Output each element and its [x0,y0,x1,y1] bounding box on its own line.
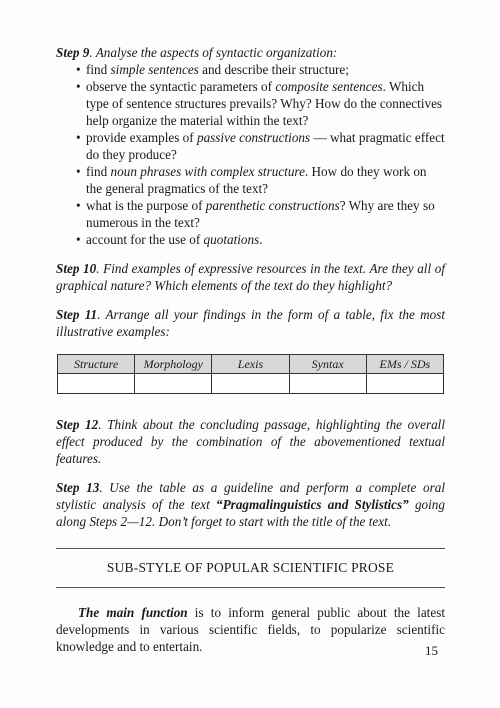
bullet-text: — what pragmatic effect do they produce? [86,130,445,162]
italic-term: simple sentences [110,62,199,77]
step-13-text-before: . Use the table as a guideline and perform a complete oral stylistic analysis of the text [56,480,445,512]
main-function-lead: The main function [78,605,188,620]
header-structure: Structure [58,355,135,374]
step-11-label: Step 11 [56,307,98,322]
table-cell [289,374,366,394]
list-item [76,231,445,248]
findings-table [57,354,444,394]
header-morphology: Morphology [135,355,212,374]
step-13 [56,479,445,530]
header-syntax: Syntax [289,355,366,374]
bullet-text: find [86,62,111,77]
step-12 [56,416,445,467]
bullet-text: . How do they work on the general pragmatics of the text? [86,164,427,196]
page-number: 15 [425,643,438,658]
main-function-paragraph [56,604,445,655]
table-cell [58,374,135,394]
bullet-text: account for the use of [86,232,204,247]
list-item [76,197,445,231]
step-11-text: . Arrange all your findings in the form of a table, fix the most illustrative examples: [56,307,445,339]
step-11 [56,306,445,340]
step-11-paragraph [56,306,445,340]
table-cell [366,374,443,394]
italic-term: composite sentences [275,79,383,94]
step-10-label: Step 10 [56,261,97,276]
step-9 [56,44,445,248]
step-9-heading [56,44,445,61]
bullet-text: find [86,164,111,179]
italic-term: passive constructions [196,130,311,145]
table-cell [135,374,212,394]
findings-table-header-row [58,355,444,374]
italic-term: quotations [203,232,260,247]
step-9-bullet-list [56,61,445,248]
header-lexis: Lexis [212,355,289,374]
bullet-text: ? Why are they so numerous in the text? [86,198,435,230]
section-divider-bottom [56,587,445,588]
list-item [76,163,445,197]
step-13-label: Step 13 [56,480,100,495]
list-item [76,61,445,78]
bullet-text: provide examples of [86,130,197,145]
table-cell [212,374,289,394]
bullet-text: . Which type of sentence structures prevails? Why? How do the connectives help organize the material within the text? [86,79,443,128]
step-13-text-title: “Pragmalinguistics and Stylistics” [216,497,409,512]
italic-term: parenthetic constructions [205,198,340,213]
step-13-paragraph [56,479,445,530]
step-9-text: . Analyse the aspects of syntactic organization: [89,45,338,60]
findings-table-empty-row [58,374,444,394]
bullet-text: observe the syntactic parameters of [86,79,276,94]
step-10-text: . Find examples of expressive resources in the text. Are they all of graphical nature? Which elements of the text do they highlight? [56,261,445,293]
step-12-label: Step 12 [56,417,99,432]
bullet-text: . [259,232,263,247]
section-title: SUB-STYLE OF POPULAR SCIENTIFIC PROSE [106,560,395,575]
step-13-text-after: going along Steps 2—12. Don’t forget to start with the title of the text. [56,497,445,529]
italic-term: noun phrases with complex structure [110,164,305,179]
step-12-paragraph [56,416,445,467]
step-12-text: . Think about the concluding passage, highlighting the overall effect produced by the combination of the abovementioned textual features. [56,417,445,466]
step-10-paragraph [56,260,445,294]
main-function-text: is to inform general public about the latest developments in various scientific fields, to popularize scientific knowledge and to entertain. [56,605,446,654]
list-item [76,78,445,129]
bullet-text: and describe their structure; [198,62,349,77]
step-9-label: Step 9 [56,45,90,60]
header-ems-sds: EMs / SDs [366,355,443,374]
document-page [56,44,445,655]
list-item [76,129,445,163]
bullet-text: what is the purpose of [86,198,206,213]
step-10 [56,260,445,294]
